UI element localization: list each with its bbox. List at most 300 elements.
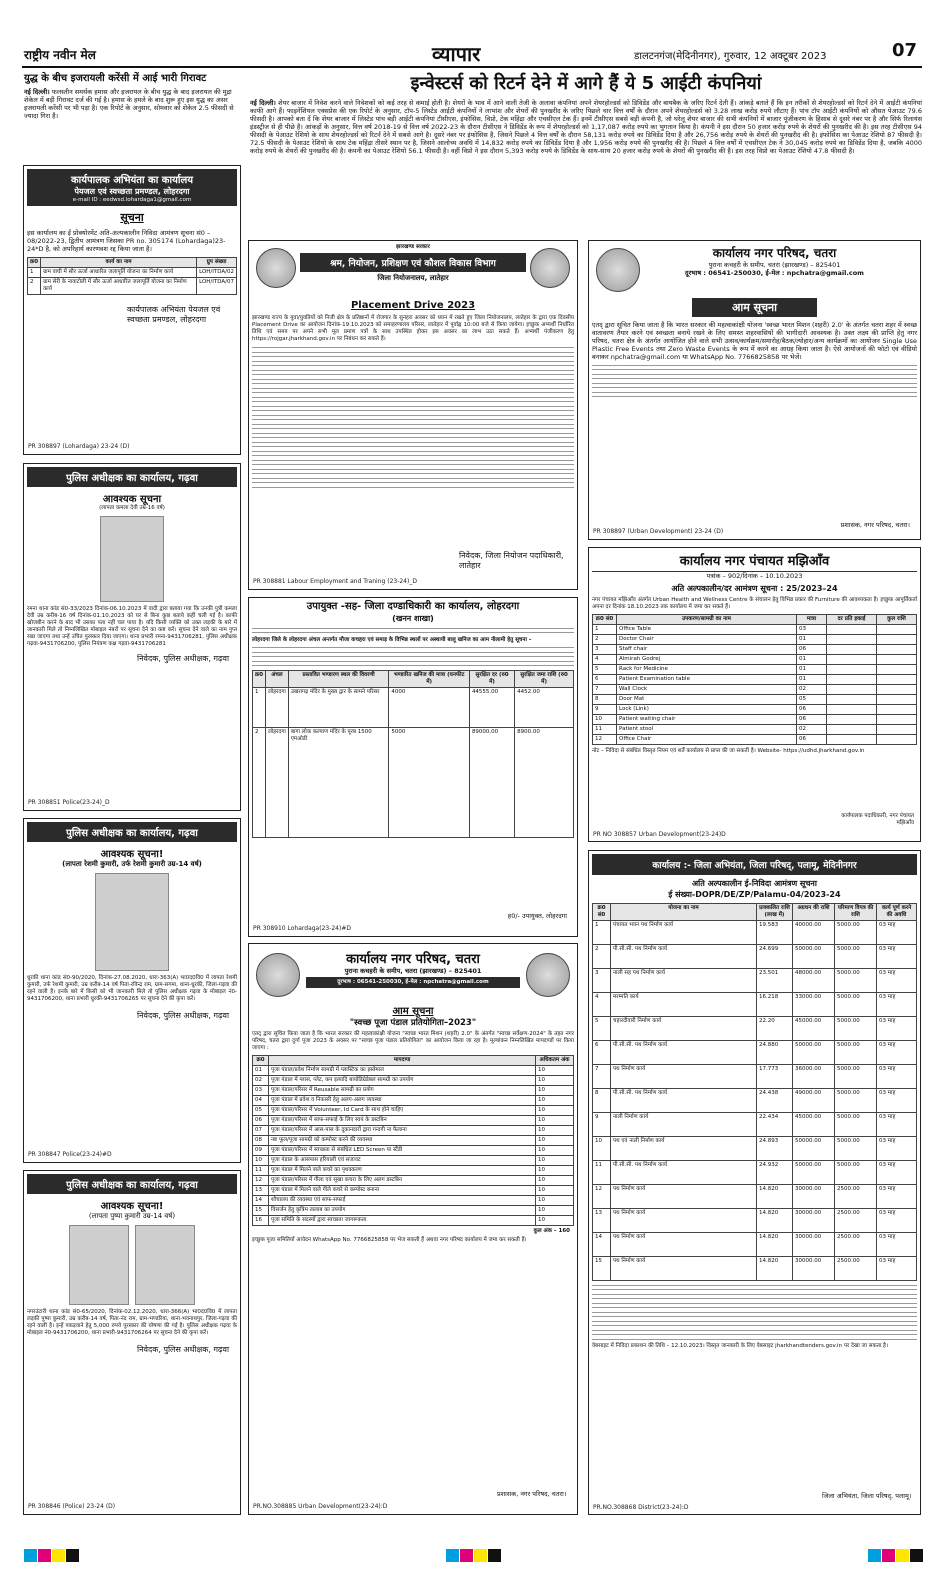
table-header: प्राक्कलित राशि (लाख में) [757,904,793,921]
table-cell: LOH/ITDA/07 [197,278,237,295]
table-cell: नष्ट फूल/पूजा सामग्री को कम्पोस्ट करने की व्यवस्था [269,1136,536,1146]
ad-police1-missing: (लापता कमला देवी उम्र-16 वर्ष) [99,505,165,511]
missing-person-photo [135,1225,195,1305]
ad-lohardaga-pr: PR 308897 (Lohardaga) 23-24 (D) [28,443,130,450]
table-row [593,685,917,695]
section-title: व्यापार [432,42,481,66]
table-cell [877,695,917,705]
table-cell [877,635,917,645]
table-header: कुल राशि [877,615,917,625]
table-cell: 03 [797,625,827,635]
registration-swatch [66,1549,79,1562]
table-row [593,695,917,705]
ad-majhiaon-body: नगर पंचायत मझिआँव अंतर्गत Urban Health and Wellness Centre के संचालन हेतु विभिन्न प्रकार की Furniture की आवश्यकता है। इच्छुक आपूर्तिकर्ता अपना दर दिनांक 18.10.2023 तक कार्यालय में जमा कर सकते हैं। [592,597,917,610]
ad-majhiaon-pr: PR NO 308857 Urban Development(23-24)D [593,831,726,838]
table-cell: 16 [253,1216,269,1226]
table-cell: 14 [253,1196,269,1206]
table-cell: 10 [536,1126,574,1136]
ad-majhiaon-ref: पत्रांक – 902/दिनांक – 10.10.2023 [706,572,803,580]
table-cell: 49000.00 [793,1089,835,1113]
ad-police1-notice: आवश्यक सूचना [102,494,162,505]
table-cell: ग्राम सेरी के नावाटोली में सौर ऊर्जा आधारित जलापूर्ति योजना का निर्माण कार्य [41,278,197,295]
table-row [593,715,917,725]
table-cell [877,715,917,725]
table-cell [877,655,917,665]
color-bar-center [446,1547,502,1566]
ad-police2-signature: निवेदक, पुलिस अधीक्षक, गढ़वा [137,1011,230,1020]
table-row [593,735,917,745]
left-story [24,73,242,161]
registration-swatch [882,1549,895,1562]
table-cell: पूजा पंडाल/प्रवेश निर्माण सामग्री में प्लास्टिक का इस्तेमाल [269,1066,536,1076]
ad-police3-missing: (लापता पुष्पा कुमारी उम्र-14 वर्ष) [88,1212,176,1220]
table-cell: पूजा पंडाल/परिसर में आस-पास के दुकानदारों द्वारा गन्दगी ना फैलाना [269,1126,536,1136]
table-cell: 89000.00 [469,727,514,837]
table-cell: पी.सी.सी. पथ निर्माण कार्य [611,1041,757,1065]
table-cell: 45000.00 [793,1113,835,1137]
ad-police2-body: धुरकी थाना कांड सं0-90/2020, दिनांक-27.08.2020, धारा-363(A) भा0द0वि0 में लापता रेशमी कुमारी, उर्फ रेशमी कुमारी, उम्र करीब-14 वर्ष पिता-रविन्द्र राम, ग्राम-सगमा, थाना-धुरकी, जिला-गढ़वा की रहने वाली है। इनके बारे में किसी को भी जानकारी मिले तो पुलिस अधीक्षक गढ़वा के मोबाइल नं0-9431706200, थाना प्रभारी धुरकी-9431706265 पर सूचना देने की कृपा करें। [27,975,237,1002]
table-cell [827,725,877,735]
ad-chatra-center-table [252,1055,574,1226]
table-row [593,1209,917,1233]
ad-majhiaon-title: कार्यालय नगर पंचायत मझिआँव [592,551,917,572]
table-cell: 10 [536,1156,574,1166]
table-header: प्रस्तावित भण्डारण स्थल की विवरणी [288,670,389,687]
table-cell: 03 माह [877,1185,917,1209]
color-bar-left [24,1547,80,1566]
table-cell: 4 [593,655,617,665]
table-cell: LOH/ITDA/02 [197,268,237,278]
ad-labour-header [252,244,574,296]
ad-placement-drive [248,240,578,590]
table-cell: 6 [593,675,617,685]
lead-headline: इन्वेस्टर्स को रिटर्न देने में आगे हैं ये 5 आईटी कंपनियां [410,73,762,94]
ad-chatra-center-pr: PR.NO.308885 Urban Development(23-24):D [253,1503,388,1510]
table-row [253,1166,574,1176]
table-cell [877,675,917,685]
table-cell: 22.434 [757,1113,793,1137]
table-cell: 03 माह [877,1089,917,1113]
table-cell: विसर्जन हेतु कृत्रिम तालाब का उपयोग [269,1206,536,1216]
table-cell: 15 [253,1206,269,1216]
registration-swatch [24,1549,37,1562]
table-cell: 06 [797,735,827,745]
table-cell: 2500.00 [835,1185,877,1209]
registration-swatch [488,1549,501,1562]
table-cell: 24.699 [757,945,793,969]
registration-swatch [910,1549,923,1562]
table-header: क्र0 [253,1056,269,1066]
ad-police2-notice: आवश्यक सूचना! [100,849,164,860]
table-cell: पूजा पंडाल में ग्लास, प्लेट, कप इत्यादि बायोडिग्रेडेबल सामग्री का उपयोग [269,1076,536,1086]
ad-police3-signature: निवेदक, पुलिस अधीक्षक, गढ़वा [137,1345,230,1354]
table-cell: 10 [536,1136,574,1146]
ad-chatra-center-total: कुल अंक – 160 [533,1228,570,1234]
table-cell: 10 [536,1166,574,1176]
table-cell: 45000.00 [793,1017,835,1041]
table-row [593,921,917,945]
table-cell: 10 [593,1137,611,1161]
ad-chatra-center-title: कार्यालय नगर परिषद, चतरा [346,952,480,967]
table-cell: 03 माह [877,1041,917,1065]
table-cell: 10 [536,1186,574,1196]
table-row [593,1089,917,1113]
table-row [593,1065,917,1089]
ad-lohardaga-signature: कार्यपालक अभियंता पेयजल एवं स्वच्छता प्रमण्डल, लोहरदगा [127,305,221,324]
table-cell: 2 [253,727,266,837]
table-cell: 05 [253,1106,269,1116]
ad-police3-pr: PR 308846 (Police) 23-24 (D) [28,1503,116,1510]
table-cell: 17.773 [757,1065,793,1089]
ad-chatra-center-signature: प्रशासक, नगर परिषद, चतरा। [497,1490,567,1498]
table-cell: 01 [253,1066,269,1076]
ad-mining-body: लोहरदगा जिले के लोहरदगा अंचल अन्तर्गत मौजा कचहरा एवं समाड़ के विभिन्न स्थलों पर अस्थायी बालू खनिज का आम नीलामी हेतु सूचना – [252,636,532,643]
table-cell: 06 [797,705,827,715]
table-row [253,1096,574,1106]
table-cell [827,685,877,695]
table-header: भण्डारित खनिज की मात्रा (घनफीट में) [389,670,470,687]
ad-chatra-center-address: पुराना कचहरी के समीप, चतरा (झारखण्ड) – 825401 [344,967,482,975]
table-cell: 12 [253,1176,269,1186]
table-cell: 22.20 [757,1017,793,1041]
ad-police-1 [23,463,241,811]
table-cell: 01 [797,655,827,665]
table-cell: 7 [593,1065,611,1089]
lead-story [250,73,922,233]
table-row [593,1017,917,1041]
table-cell: 1 [28,268,41,278]
table-cell [827,625,877,635]
table-header: मात्रा [797,615,827,625]
table-cell: 24.880 [757,1041,793,1065]
ad-majhiaon-table [592,614,917,745]
table-cell: 10 [536,1106,574,1116]
table-cell: 10 [536,1116,574,1126]
table-row [253,1076,574,1086]
ad-chatra-right-title: कार्यालय नगर परिषद, चतरा [712,246,837,260]
ad-police2-missing: (लापता रेशमी कुमारी, उर्फ रेशमी कुमारी उम्र-14 वर्ष) [62,860,202,868]
ad-lohardaga-subtitle: पेयजल एवं स्वच्छता प्रमण्डल, लोहरदगा [74,187,190,196]
table-cell: 9 [593,1113,611,1137]
ad-police-2 [23,818,241,1163]
table-row [253,1206,574,1216]
table-cell: पूजा पंडाल में प्रवेश व निकासी हेतु अलग-अलग व्यवस्था [269,1096,536,1106]
table-cell: 2500.00 [835,1257,877,1281]
ad-police3-notice: आवश्यक सूचना! [100,1201,164,1212]
body-text-lines [592,365,917,398]
table-cell: Door Mat [617,695,797,705]
table-cell: 30000.00 [793,1185,835,1209]
ad-police1-pr: PR 308851 Police(23-24)_D [28,799,110,806]
table-cell: 8900.00 [515,727,574,837]
table-cell: 03 माह [877,1065,917,1089]
table-cell: 15 [593,1257,611,1281]
ad-labour-signature: निवेदक, जिला नियोजन पदाधिकारी, लातेहार [459,551,564,570]
table-cell: लोहरदगा [266,727,289,837]
table-row [593,655,917,665]
ad-chatra-center-sub: "स्वच्छ पूजा पंडाल प्रतियोगिता–2023" [349,1018,477,1028]
ad-mining-signature: ह0/- उपायुक्त, लोहरदगा [507,912,567,920]
ad-lohardaga-table [27,257,237,295]
table-row [593,705,917,715]
table-cell: पथ निर्माण कार्य [611,1185,757,1209]
left-story-body: फलस्तीन समर्थक हमास और इजरायल के बीच युद्ध के बाद इजरायल की मुद्रा शेकेल में बड़ी गिरावट दर्ज की गई है। हमास के हमले के बाद शुरू हुए इस युद्ध का असर इजरायली करेंसी पर भी पड़ा है। एक रिपोर्ट के अनुसार, सोमवार को शेकेल 2.5 फीसदी से ज्यादा गिरा है। [24,88,234,120]
table-row [593,1233,917,1257]
ad-labour-dept: श्रम, नियोजन, प्रशिक्षण एवं कौशल विकास विभाग [300,253,526,272]
table-cell: Doctor Chair [617,635,797,645]
table-row [253,1156,574,1166]
ad-labour-body: झारखण्ड राज्य के युवा/युवतियों को निजी क्षेत्र के प्रतिष्ठानों में रोजगार के सुनहरा अवसर को ध्यान में रखते हुए जिला नियोजनालय, लातेहार के द्वारा एक दिवसीय Placement Drive का आयोजन दिनांक-19.10.2023 को समाहरणालय परिसर, लातेहार में पूर्वाह्न 10:00 बजे से किया जायेगा। इच्छुक अभ्यर्थी निर्धारित तिथि एवं समय पर अपने सभी मूल प्रमाण पत्रों के साथ उपस्थित होकर इस अवसर का लाभ उठा सकते हैं। अभ्यर्थी पंजीकरण हेतु https://rojgar.jharkhand.gov.in पर निबंधन कर सकते हैं। [252,315,574,342]
table-cell: 8 [593,1089,611,1113]
table-cell: 24.893 [757,1137,793,1161]
table-row [593,645,917,655]
table-row [253,1136,574,1146]
color-bar-right [868,1547,924,1566]
table-cell: 10 [536,1076,574,1086]
table-header: ग्रुप संख्या [197,258,237,268]
table-row [253,1186,574,1196]
table-cell: 05 [797,695,827,705]
table-cell: Office Chair [617,735,797,745]
ad-palamu-notice: अति अल्पकालीन ई-निविदा आमंत्रण सूचना [692,879,817,888]
table-cell: पूजा समिति के सदस्यों द्वारा स्वच्छता जागरूकता [269,1216,536,1226]
table-cell [827,665,877,675]
table-cell: मरम्मति कार्य [611,993,757,1017]
table-cell: 2500.00 [835,1209,877,1233]
table-header: दर प्रति इकाई [827,615,877,625]
table-cell: पूजा पंडाल/परिसर में Volunteer, Id Card के साथ होने चाहिए [269,1106,536,1116]
table-cell: Patient Examination table [617,675,797,685]
table-cell: पी.सी.सी. पथ निर्माण कार्य [611,1161,757,1185]
ad-lohardaga-body: इस कार्यालय का ई प्रोक्योरमेंट अति-अल्पकालीन निविदा आमंत्रण सूचना सं0 – 08/2022-23, द्वितीय आमंत्रण जिसका PR no. 305174 (Lohardaga)23-24*D है, को अपरिहार्य कारणवश रद्द किया जाता है। [27,229,226,253]
table-cell: पूजा पंडाल के आसपास हरियाली एवं सजावट [269,1156,536,1166]
registration-swatch [52,1549,65,1562]
table-header: क्र0 सं0 [593,904,611,921]
table-cell: 10 [536,1206,574,1216]
ad-chatra-right-address: पुराना कचहरी के समीप, चतरा (झारखण्ड) – 825401 [708,261,841,269]
table-cell: 02 [253,1076,269,1086]
table-cell: Patient stool [617,725,797,735]
table-header: अंचल [266,670,289,687]
table-cell: 6 [593,1041,611,1065]
table-cell [877,645,917,655]
left-story-body-wrap [24,88,242,154]
table-cell: 03 माह [877,1017,917,1041]
ad-police1-signature: निवेदक, पुलिस अधीक्षक, गढ़वा [137,654,230,663]
ad-lohardaga-header [27,169,237,206]
ad-chatra-right-contact: दूरभाष : 06541-250030, ई-मेल : npchatra@gmail.com [685,269,864,277]
table-cell: बागा लोक कल्याण मंदिर के पूरब 1500 एमओडी [288,727,389,837]
dateline: डालटनगंज(मेदिनीनगर), गुरुवार, 12 अक्टूबर 2023 [634,51,827,62]
table-cell [877,725,917,735]
ad-police1-title: पुलिस अधीक्षक का कार्यालय, गढ़वा [27,467,237,487]
table-cell [827,635,877,645]
table-cell: 5000.00 [835,1137,877,1161]
table-cell: 13 [253,1186,269,1196]
jharkhand-emblem-icon [256,248,296,288]
ad-mining-pr: PR 308910 Lohardaga(23-24)#D [253,925,351,932]
ad-labour-pr: PR 308881 Labour Employment and Traning (23-24)_D [253,578,417,585]
table-cell: 10 [536,1216,574,1226]
ad-labour-govt: झारखण्ड सरकार [396,244,430,250]
table-cell: 03 माह [877,1137,917,1161]
table-header: क्र0 सं0 [593,615,617,625]
table-cell: पथ एवं नाली निर्माण कार्य [611,1137,757,1161]
table-cell [877,665,917,675]
table-cell: 5000.00 [835,993,877,1017]
table-cell: 1 [253,687,266,727]
table-cell: पूजा पंडाल/परिसर में साफ-सफाई के लिए स्वयं के डस्टबिन [269,1116,536,1126]
table-row [253,1146,574,1156]
table-cell: 14 [593,1233,611,1257]
table-row [593,625,917,635]
table-cell: 5 [593,1017,611,1041]
photo-row [27,1225,237,1305]
ad-palamu-tender [588,850,921,1515]
table-cell: लोहरदगा [266,687,289,727]
table-cell [877,625,917,635]
table-cell: पूजा पंडाल/परिसर में गीला एवं सूखा कचरा के लिए अलग डस्टबिन [269,1176,536,1186]
table-cell: 4000 [389,687,470,727]
table-cell: 14.820 [757,1209,793,1233]
table-cell: Patient waiting chair [617,715,797,725]
ad-police2-title: पुलिस अधीक्षक का कार्यालय, गढ़वा [27,822,237,842]
table-cell: 2 [593,635,617,645]
table-cell: 03 माह [877,1257,917,1281]
table-cell: 01 [797,675,827,685]
table-cell: 5 [593,665,617,675]
table-cell: पथ निर्माण कार्य [611,1257,757,1281]
jharkhand-emblem-icon [256,953,300,997]
ad-chatra-center-contact: दूरभाष : 06541-250030, ई-मेल : npchatra@gmail.com [306,977,520,988]
ad-chatra-center-footer: इच्छुक पूजा समितियाँ आवेदन WhatsApp No. 7766825858 पर भेज सकती हैं अथवा नगर परिषद कार्यालय में जमा कर सकती हैं। [252,1237,527,1243]
ad-palamu-pr: PR.NO.308868 District(23-24):D [593,1504,689,1511]
ad-chatra-right-pr: PR 308897 (Urban Development) 23-24 (D) [593,528,724,535]
table-cell: पूजा पंडाल/परिसर में Reusable सामग्री का प्रयोग [269,1086,536,1096]
table-cell: 30000.00 [793,1233,835,1257]
registration-swatch [896,1549,909,1562]
ad-police3-body: नगरउंटारी थाना कांड सं0-65/2020, दिनांक-02.12.2020, धारा-366(A) भा0द0वि0 में लापता लड़की पुष्पा कुमारी, उम्र करीब-14 वर्ष, पिता-नंद राम, ग्राम-भण्डरिया, थाना-भवनाथपुर, जिला-गढ़वा की रहने वाली है। इन्हें पकड़वाने हेतु 5,000 रुपये पुरस्कार की घोषणा की गई है। पुलिस अधीक्षक गढ़वा के मोबाइल नं0-9431706200, थाना प्रभारी-9431706264 पर सूचना देने की कृपा करें। [27,1309,237,1336]
left-story-headline: युद्ध के बीच इजरायली करेंसी में आई भारी गिरावट [24,73,207,84]
registration-swatch [446,1549,459,1562]
table-cell: 10 [593,715,617,725]
table-cell: 10 [536,1096,574,1106]
body-text-lines [252,628,574,634]
body-text-lines [252,647,574,666]
table-cell: 03 माह [877,1113,917,1137]
table-cell: 1 [593,921,611,945]
table-cell: 5000.00 [835,1089,877,1113]
ad-mining-subtitle: (खनन शाखा) [392,614,434,623]
table-cell: 12 [593,1185,611,1209]
table-cell: 04 [253,1096,269,1106]
table-cell: 5000.00 [835,1041,877,1065]
table-row [253,1176,574,1186]
table-cell: 24.932 [757,1161,793,1185]
table-row [593,1137,917,1161]
table-cell: पथ निर्माण कार्य [611,1209,757,1233]
table-cell: 30000.00 [793,1257,835,1281]
registration-swatch [460,1549,473,1562]
table-cell: 08 [253,1136,269,1146]
table-cell: नाली सह पथ निर्माण कार्य [611,969,757,993]
table-cell: पूजा पंडाल/परिसर में स्वच्छता से संबंधित LED Screen या स्टैंडी [269,1146,536,1156]
table-cell: 8 [593,695,617,705]
table-cell: उखरागढ़ मंदिर के मुख्य द्वार के सामने परिसर [288,687,389,727]
table-cell: 30000.00 [793,1209,835,1233]
registration-marks [24,1548,924,1564]
table-cell: 03 माह [877,969,917,993]
table-row [253,1216,574,1226]
table-cell: 14.820 [757,1257,793,1281]
table-cell: 19.583 [757,921,793,945]
table-cell: 2 [28,278,41,295]
table-cell: 02 [797,725,827,735]
table-cell: पूजा पंडाल में मिलने वाले कचरे का पृथक्करण [269,1166,536,1176]
table-row [593,665,917,675]
table-cell: पथ निर्माण कार्य [611,1233,757,1257]
lead-body: शेयर बाजार में निवेश करने वाले निवेशकों को कई तरह से कमाई होती है। शेयरों के भाव में आने वाली तेजी के अलावा कंपनियां अपने शेयरहोल्डर्स को डिविडेंड और बायबैक के जरिए रिटर्न देती हैं। आंकड़े बताते हैं कि इन तरीकों से शेयरहोल्डर्स को रिटर्न देने में आईटी कंपनियां काफी आगे हैं। फाइनेंशियल एक्सप्रेस की एक रिपोर्ट के अनुसार, टॉप-5 लिस्टेड आईटी कंपनियों ने लाभांश और शेयरों की पुनखरीद के जरिए पिछले चार वित्त वर्षों के दौरान अपने शेयरहोल्डर्स को 3.28 लाख करोड़ रुपये लौटाए हैं। पांच टॉप आईटी कंपनियों को औसत पेआउट 79.6 फीसदी है। आपको बता दें कि शेयर बाजार में लिस्टेड पांच बड़ी आईटी कंपनियां टीसीएस, इंफोसिस, विप्रो, टेक महिंद्रा और एचसीएल टेक हैं। इनमें टीसीएस सबसे बड़ी कंपनी है, जो घरेलू शेयर बाजार की सभी कंपनियों में बाजार पूंजीकरण के हिसाब से दूसरे नंबर पर है और सिर्फ रिलायंस इंडस्ट्रीज से ही पीछे है। आंकड़ों के अनुसार, वित्त वर्ष 2018-19 से वित्त वर्ष 2022-23 के दौरान टीसीएस ने डिविडेंड के रूप में शेयरहोल्डर्स को 1,17,087 करोड़ रुपये का भुगतान किया है। कंपनी ने इस दौरान 50 हजार करोड़ रुपये के शेयरों की पुनखरीद की है। इस तरह टीसीएस 94 फीसदी के पेआउट रेशियो के साथ शेयरहोल्डर्स को रिटर्न देने में सबसे आगे है। दूसरे नंबर पर इंफोसिस है, जिसने पिछले 4 वित्त वर्षों के दौरान 58,131 करोड़ रुपये का डिविडेंड दिया है और 26,756 करोड़ रुपये के शेयरों की पुनखरीद की है। इंफोसिस का पेआउट रेशियो 87 फीसदी है। 72.5 फीसदी के पेआउट रेशियो के साथ टेक महिंद्रा तीसरे स्थान पर है, जिसने आलोच्य अवधि में 14,832 करोड़ रुपये का डिविडेंड दिया है और 1,956 करोड़ रुपये की पुनखरीद की है। पिछले 4 वित्त वर्षों में एचसीएल टेक ने 30,045 करोड़ रुपये का डिविडेंड दिया है, जबकि 4000 करोड़ रुपये के शेयरों की पुनखरीद की है। कंपनी का पेआउट रेशियो 56.1 फीसदी है। वहीं विप्रो ने इस दौरान 5,393 करोड़ रुपये के डिविडेंड के साथ-साथ 20 हजार करोड़ रुपये के शेयरों की पुनखरीद की है। इस तरह विप्रो का पेआउट रेशियो 47.8 फीसदी है। [250,99,922,155]
lead-body-wrap [250,99,922,229]
table-cell [827,735,877,745]
table-cell [877,705,917,715]
table-cell: Lock (Link) [617,705,797,715]
table-cell [877,685,917,695]
table-cell: 23.501 [757,969,793,993]
table-cell: 11 [593,725,617,735]
page-number: 07 [892,40,918,61]
table-cell: 01 [797,635,827,645]
table-row [593,675,917,685]
table-row [593,945,917,969]
table-cell: Rack for Medicine [617,665,797,675]
ad-majhiaon-notice: अति अल्पकालीन/दर आमंत्रण सूचना : 25/2023–24 [671,584,838,593]
table-header: परिमाण विपत्र की राशि [835,904,877,921]
ad-police3-title: पुलिस अधीक्षक का कार्यालय, गढ़वा [27,1174,237,1194]
table-row [28,268,237,278]
table-row [593,1185,917,1209]
missing-person-photo [69,1225,129,1305]
table-header: सुरक्षित दर (रु0 में) [469,670,514,687]
table-cell: 3 [593,645,617,655]
table-cell: 5000.00 [835,1113,877,1137]
ad-palamu-footer: वेबसाइट में निविदा प्रकाशन की तिथि – 12.10.2023। विस्तृत जानकारी के लिए वेबसाइट jharkhandtenders.gov.in पर देखा जा सकता है। [592,1343,889,1349]
table-cell: 07 [253,1126,269,1136]
table-cell: 9 [593,705,617,715]
table-cell: 4 [593,993,611,1017]
table-row [253,1116,574,1126]
table-cell: Almirah Godrej [617,655,797,665]
table-cell: 12 [593,735,617,745]
table-header: क्र0 [253,670,266,687]
ad-majhiaon-signature: कार्यपालक पदाधिकारी, नगर पंचायत मझिआँव [841,813,914,826]
left-story-dateline: नई दिल्ली। [24,88,50,96]
table-row [593,725,917,735]
table-cell: 10 [536,1176,574,1186]
ad-chatra-puja [248,943,578,1515]
table-cell: 1 [593,625,617,635]
table-header: अग्रधन की राशि [793,904,835,921]
table-cell: Office Table [617,625,797,635]
registration-swatch [38,1549,51,1562]
table-cell: चहारदीवारी निर्माण कार्य [611,1017,757,1041]
table-cell: 2 [593,945,611,969]
ad-chatra-center-notice: आम सूचना [392,1006,434,1017]
table-cell: 11 [253,1166,269,1176]
ad-police-3 [23,1170,241,1515]
ad-palamu-title: कार्यालय :- जिला अभियंता, जिला परिषद्, पलामू, मेदिनीनगर [592,854,917,875]
table-cell [827,705,877,715]
